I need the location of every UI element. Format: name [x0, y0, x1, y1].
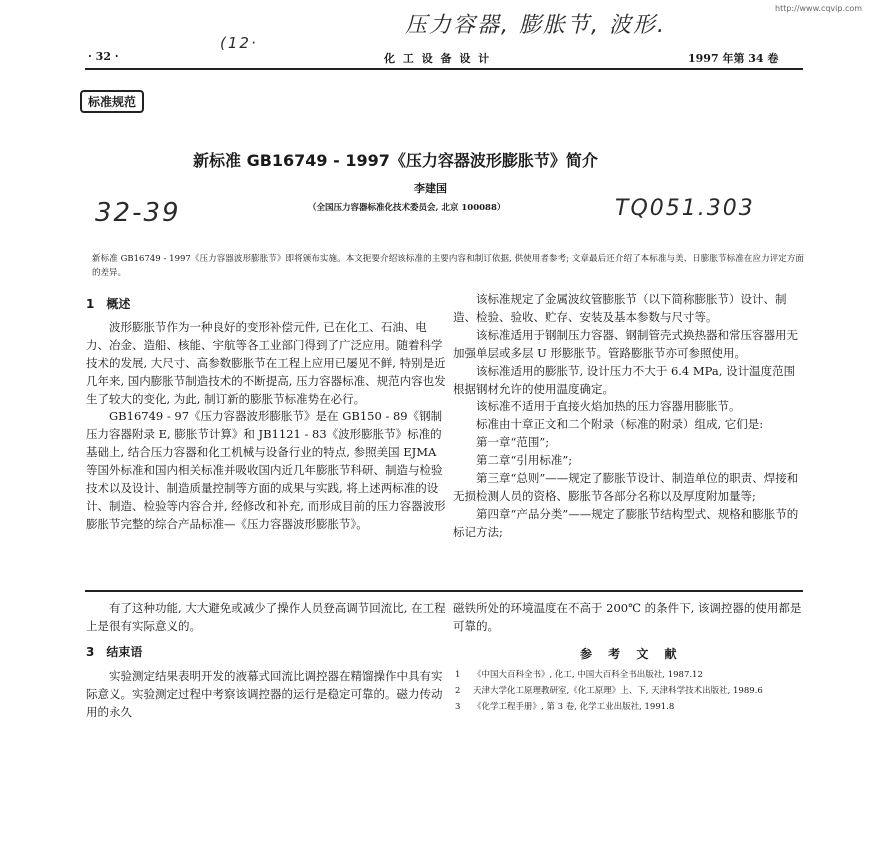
handwritten-classification: TQ051.303 — [615, 196, 755, 221]
section-heading-overview: 1 概述 — [86, 297, 131, 311]
article-title: 新标准 GB16749 - 1997《压力容器波形膨胀节》简介 — [193, 151, 598, 170]
chapter-item: 第三章“总则”——规定了膨胀节设计、制造单位的职责、焊接和无损检测人员的资格、膨胀节各部分名称以及厚度附加量等; — [453, 471, 799, 503]
chapter-item: 第四章“产品分类”——规定了膨胀节结构型式、规格和膨胀节的标记方法; — [453, 506, 799, 539]
lower-right-column — [453, 600, 803, 636]
body-paragraph: 实验测定结果表明开发的液幕式回流比调控器在精馏操作中具有实际意义。实验测定过程中考察该调控器的运行是稳定可靠的。磁力传动用的永久 — [86, 668, 443, 719]
body-paragraph: 标准由十章正文和二个附录（标准的附录）组成, 它们是: — [476, 417, 764, 432]
inset-divider — [85, 590, 803, 592]
article-affiliation: （全国压力容器标准化技术委员会, 北京 100088） — [308, 203, 506, 213]
section-tag: 标准规范 — [80, 90, 144, 113]
reference-number: 3 — [455, 702, 461, 712]
left-column — [86, 296, 446, 534]
article-author: 李建国 — [414, 182, 447, 195]
issue-label: 1997 年第 34 卷 — [688, 52, 779, 65]
handwritten-page-range: 32-39 — [95, 198, 181, 228]
page-number: · 32 · — [88, 50, 119, 63]
reference-text: 天津大学化工原理教研室,《化工原理》上、下, 天津科学技术出版社, 1989.6 — [473, 686, 763, 696]
body-paragraph: 该标准规定了金属波纹管膨胀节（以下简称膨胀节）设计、制造、检验、验收、贮存、安装及基本参数与尺寸等。 — [453, 292, 787, 324]
reference-item — [455, 684, 803, 698]
right-column — [453, 291, 803, 542]
body-paragraph: 该标准不适用于直接火焰加热的压力容器用膨胀节。 — [476, 399, 741, 414]
handwritten-circle-mark: (12· — [220, 34, 258, 52]
body-paragraph: 有了这种功能, 大大避免或减少了操作人员登高调节回流比, 在工程上是很有实际意义的。 — [86, 601, 446, 633]
handwritten-keywords: 压力容器, 膨胀节, 波形. — [405, 13, 666, 38]
body-paragraph: 波形膨胀节作为一种良好的变形补偿元件, 已在化工、石油、电力、冶金、造船、核能、宇航等各工业部门得到了广泛应用。随着科学技术的发展, 大尺寸、高参数膨胀节在工程上应用已屡见不鲜, 特别是近几年来, 国内膨胀节制造技术的不断提高, 压力容器标准、规范内容也发生了较大的变化, 为此, 制订新的膨胀节标准势在必行。 — [86, 319, 446, 406]
body-paragraph: 该标准适用的膨胀节, 设计压力不大于 6.4 MPa, 设计温度范围根据钢材允许的使用温度确定。 — [453, 363, 796, 396]
reference-item — [455, 668, 803, 682]
references-list — [455, 668, 803, 714]
reference-text: 《中国大百科全书》, 化工, 中国大百科全书出版社, 1987.12 — [473, 670, 703, 680]
reference-number: 1 — [455, 670, 461, 680]
body-paragraph: 磁铁所处的环境温度在不高于 200℃ 的条件下, 该调控器的使用都是可靠的。 — [453, 601, 802, 633]
body-paragraph: GB16749 - 97《压力容器波形膨胀节》是在 GB150 - 89《钢制压力容器附录 E, 膨胀节计算》和 JB1121 - 83《波形膨胀节》标准的基础上, 结合压力容器和化工机械与设备行业的特点, 参照美国 EJMA 等国外标准和国内相关标准并吸收国内近几年膨胀节科研、制造与检验技术以及设计、制造质量控制等方面的成果与实践, 将上述两标准的设计、制造、检验等内容合并, 经修改和补充, 而形成目前的压力容器波形膨胀节完整的综合产品标准—《压力容器波形膨胀节》。 — [86, 409, 446, 531]
references-title: 参 考 文 献 — [580, 647, 683, 661]
reference-number: 2 — [455, 686, 461, 696]
reference-text: 《化学工程手册》, 第 3 卷, 化学工业出版社, 1991.8 — [473, 702, 675, 712]
body-paragraph: 该标准适用于钢制压力容器、钢制管壳式换热器和常压容器用无加强单层或多层 U 形膨胀节。管路膨胀节亦可参照使用。 — [453, 327, 798, 360]
journal-name: 化 工 设 备 设 计 — [384, 52, 492, 65]
watermark-url: http://www.cqvip.com — [775, 4, 863, 13]
article-abstract: 新标准 GB16749 - 1997《压力容器波形膨胀节》即将颁布实施。本文扼要介绍该标准的主要内容和制订依据, 供使用者参考; 文章最后还介绍了本标准与美、日膨胀节标准在应力评定方面的差异。 — [92, 254, 804, 278]
chapter-item: 第一章“范围”; — [476, 435, 550, 450]
section-heading-conclusion: 3 结束语 — [86, 644, 143, 659]
lower-left-column — [86, 600, 446, 721]
chapter-item: 第二章“引用标准”; — [476, 453, 573, 468]
header-rule — [85, 68, 803, 70]
reference-item — [455, 700, 803, 714]
